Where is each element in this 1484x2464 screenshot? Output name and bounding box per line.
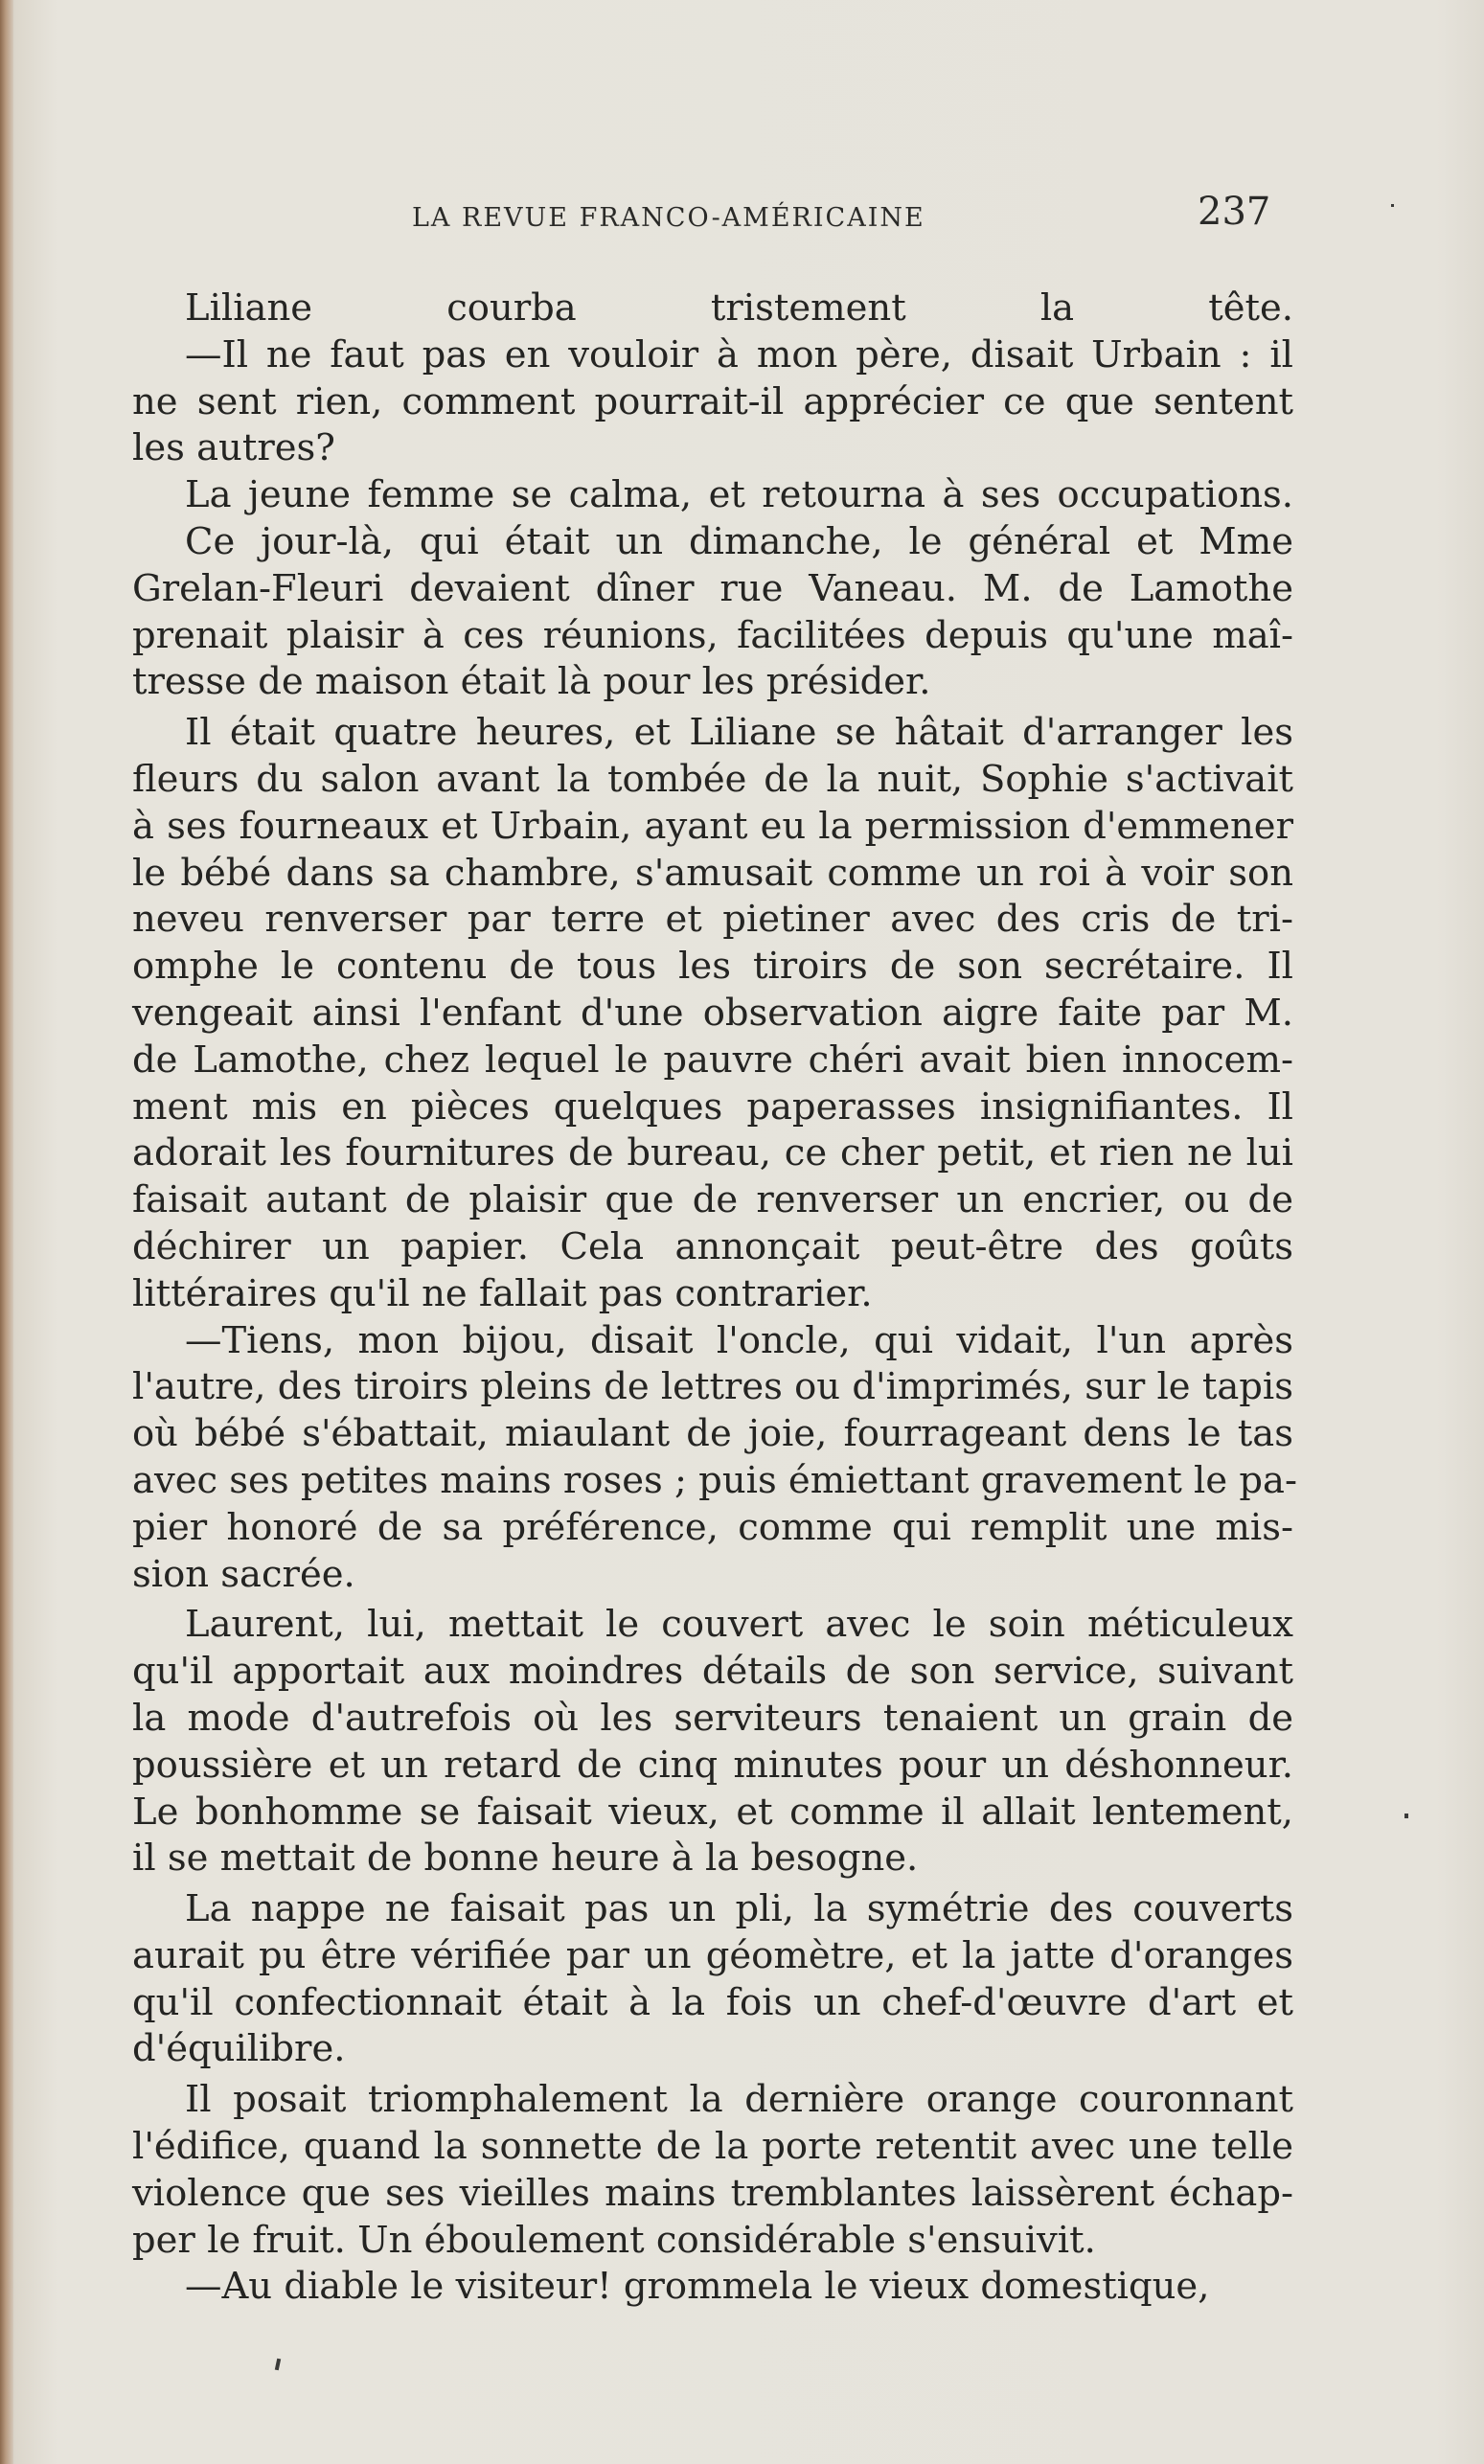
book-spine-edge [0, 0, 13, 2464]
text-line: pier honoré de sa préférence, comme qui remplit une mis- [132, 1505, 1293, 1549]
text-line: sion sacrée. [132, 1552, 355, 1596]
text-line: qu'il apportait aux moindres détails de son service, suivant [132, 1650, 1293, 1694]
text-line: poussière et un retard de cinq minutes pour un déshonneur. [132, 1743, 1293, 1787]
text-line: Grelan-Fleuri devaient dîner rue Vaneau. M. de Lamothe [132, 566, 1293, 610]
text-line: ment mis en pièces quelques paperasses insignifiantes. Il [132, 1084, 1293, 1129]
text-line: vengeait ainsi l'enfant d'une observation aigre faite par M. [132, 991, 1293, 1035]
text-line: aurait pu être vérifiée par un géomètre, et la jatte d'oranges [132, 1933, 1293, 1977]
text-line: Il posait triomphalement la dernière orange couronnant [185, 2078, 1293, 2122]
text-line: l'autre, des tiroirs pleins de lettres ou d'imprimés, sur le tapis [132, 1365, 1293, 1409]
page-number: 237 [1198, 190, 1271, 234]
text-line: Le bonhomme se faisait vieux, et comme il allait lentement, [132, 1790, 1293, 1834]
text-line: per le fruit. Un éboulement considérable s'ensuivit. [132, 2218, 1096, 2262]
text-line: —Au diable le visiteur! grommela le vieux domestique, [185, 2265, 1210, 2309]
running-title: LA REVUE FRANCO-AMÉRICAINE [412, 203, 925, 233]
text-line: il se mettait de bonne heure à la besogne. [132, 1837, 919, 1881]
text-line: faisait autant de plaisir que de renverser un encrier, ou de [132, 1178, 1293, 1222]
text-line: l'édifice, quand la sonnette de la porte retentit avec une telle [132, 2125, 1293, 2169]
text-line: Ce jour-là, qui était un dimanche, le général et Mme [185, 519, 1293, 563]
text-line: violence que ses vieilles mains tremblantes laissèrent échap- [132, 2171, 1293, 2215]
ink-speck [275, 2359, 281, 2371]
text-line: qu'il confectionnait était à la fois un chef-d'œuvre d'art et [132, 1980, 1293, 2024]
text-line: la mode d'autrefois où les serviteurs tenaient un grain de [132, 1696, 1293, 1740]
text-line: prenait plaisir à ces réunions, facilitées depuis qu'une maî- [132, 613, 1293, 657]
text-line: littéraires qu'il ne fallait pas contrarier. [132, 1271, 873, 1315]
text-line: où bébé s'ébattait, miaulant de joie, fourrageant dens le tas [132, 1412, 1293, 1456]
ink-speck [1391, 204, 1394, 207]
text-line: Il était quatre heures, et Liliane se hâtait d'arranger les [185, 711, 1293, 755]
text-line: neveu renverser par terre et pietiner avec des cris de tri- [132, 898, 1293, 942]
body-text [132, 285, 1298, 2311]
ink-speck [1404, 1814, 1408, 1818]
text-line: le bébé dans sa chambre, s'amusait comme un roi à voir son [132, 851, 1293, 895]
text-line: La jeune femme se calma, et retourna à ses occupations. [185, 473, 1293, 517]
text-line: omphe le contenu de tous les tiroirs de son secrétaire. Il [132, 945, 1293, 989]
text-line: d'équilibre. [132, 2027, 346, 2071]
text-line: —Tiens, mon bijou, disait l'oncle, qui vidait, l'un après [185, 1318, 1293, 1362]
text-line: avec ses petites mains roses ; puis émiettant gravement le pa- [132, 1458, 1298, 1502]
text-line: déchirer un papier. Cela annonçait peut-être des goûts [132, 1224, 1293, 1268]
text-line: Laurent, lui, mettait le couvert avec le soin méticuleux [185, 1603, 1293, 1647]
text-line: tresse de maison était là pour les présider. [132, 660, 931, 704]
text-line: de Lamothe, chez lequel le pauvre chéri avait bien innocem- [132, 1038, 1293, 1082]
text-line: Liliane courba tristement la tête. [185, 286, 1293, 330]
text-line: ne sent rien, comment pourrait-il apprécier ce que sentent [132, 379, 1293, 423]
text-line: adorait les fournitures de bureau, ce cher petit, et rien ne lui [132, 1131, 1293, 1175]
text-line: à ses fourneaux et Urbain, ayant eu la permission d'emmener [132, 804, 1293, 848]
text-line: les autres? [132, 426, 335, 470]
text-line: La nappe ne faisait pas un pli, la symétrie des couverts [185, 1887, 1293, 1931]
text-line: fleurs du salon avant la tombée de la nuit, Sophie s'activait [132, 757, 1293, 801]
text-line: —Il ne faut pas en vouloir à mon père, disait Urbain : il [185, 332, 1293, 376]
